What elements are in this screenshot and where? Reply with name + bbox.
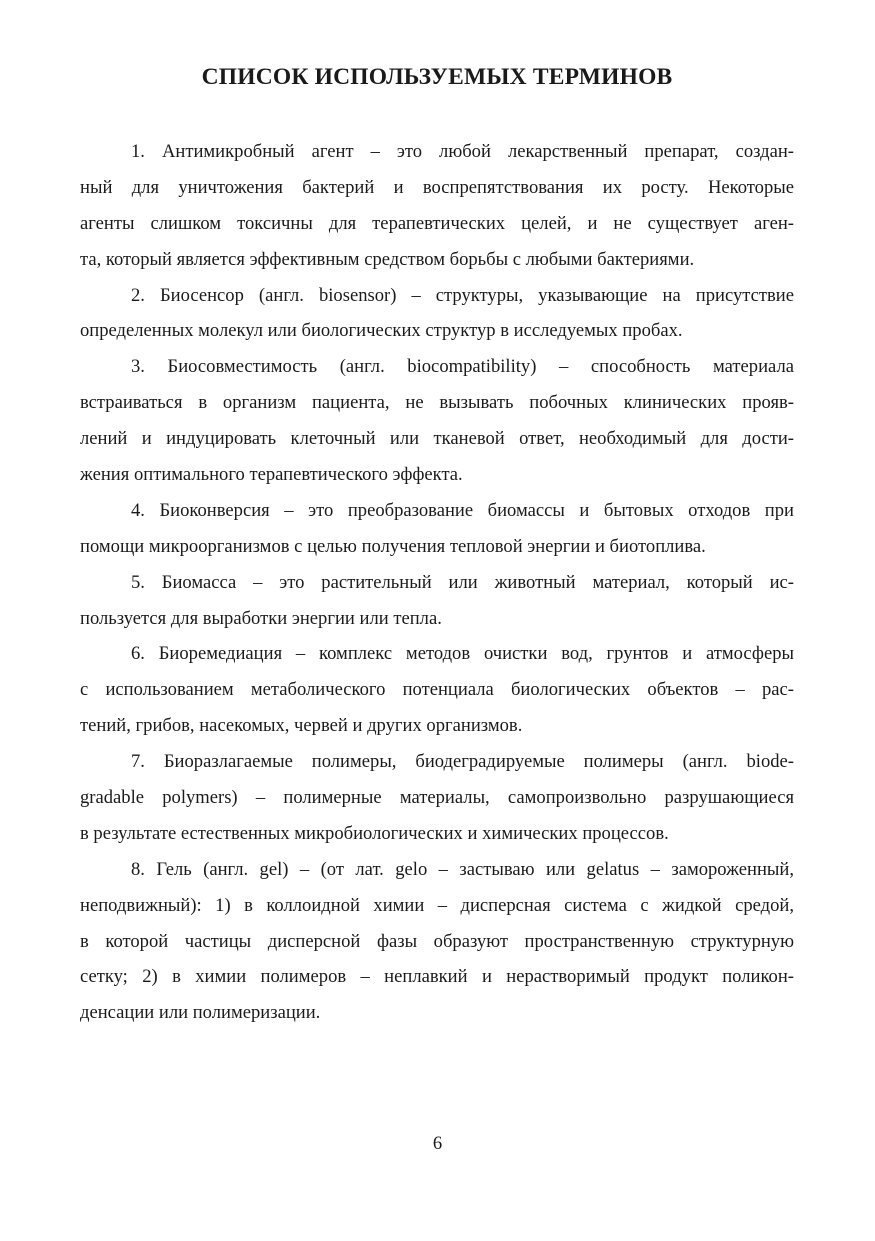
page-title: СПИСОК ИСПОЛЬЗУЕМЫХ ТЕРМИНОВ <box>201 64 673 90</box>
term-line: 6. Биоремедиация – комплекс методов очистки вод, грунтов и атмосферы <box>131 643 794 665</box>
term-line: та, который является эффективным средством борьбы с любыми бактериями. <box>80 248 695 270</box>
term-line: 7. Биоразлагаемые полимеры, биодеградируемые полимеры (англ. biode- <box>131 751 794 773</box>
term-6 <box>80 636 794 744</box>
terms-list <box>80 134 794 1031</box>
term-line: 3. Биосовместимость (англ. biocompatibility) – способность материала <box>131 356 794 378</box>
term-line: жения оптимального терапевтического эффекта. <box>80 464 463 486</box>
term-line: gradable polymers) – полимерные материалы, самопроизвольно разрушающиеся <box>80 787 794 809</box>
term-line: в которой частицы дисперсной фазы образуют пространственную структурную <box>80 930 794 952</box>
term-line: пользуется для выработки энергии или тепла. <box>80 607 442 629</box>
term-3 <box>80 349 794 493</box>
term-line: с использованием метаболического потенциала биологических объектов – рас- <box>80 679 794 701</box>
term-line: в результате естественных микробиологических и химических процессов. <box>80 822 669 844</box>
page-number: 6 <box>432 1133 443 1154</box>
term-line: встраиваться в организм пациента, не вызывать побочных клинических прояв- <box>80 392 794 414</box>
term-line: неподвижный): 1) в коллоидной химии – дисперсная система с жидкой средой, <box>80 894 794 916</box>
term-line: 4. Биоконверсия – это преобразование биомассы и бытовых отходов при <box>131 499 794 521</box>
term-line: определенных молекул или биологических структур в исследуемых пробах. <box>80 320 683 342</box>
term-line: тений, грибов, насекомых, червей и других организмов. <box>80 715 523 737</box>
term-line: лений и индуцировать клеточный или тканевой ответ, необходимый для дости- <box>80 428 794 450</box>
term-line: ный для уничтожения бактерий и воспрепятствования их росту. Некоторые <box>80 176 794 198</box>
term-1 <box>80 134 794 278</box>
term-line: агенты слишком токсичны для терапевтических целей, и не существует аген- <box>80 212 794 234</box>
term-2 <box>80 278 794 350</box>
term-line: 8. Гель (англ. gel) – (от лат. gelo – застываю или gelatus – замороженный, <box>131 858 794 880</box>
term-line: 1. Антимикробный агент – это любой лекарственный препарат, создан- <box>131 141 794 162</box>
term-line: сетку; 2) в химии полимеров – неплавкий и нерастворимый продукт поликон- <box>80 966 794 988</box>
term-line: 5. Биомасса – это растительный или животный материал, который ис- <box>131 571 794 593</box>
term-4 <box>80 493 794 565</box>
term-8 <box>80 852 794 1031</box>
term-7 <box>80 744 794 852</box>
term-line: денсации или полимеризации. <box>80 1002 321 1024</box>
term-line: 2. Биосенсор (англ. biosensor) – структуры, указывающие на присутствие <box>131 284 794 306</box>
term-line: помощи микроорганизмов с целью получения тепловой энергии и биотоплива. <box>80 535 706 557</box>
term-5 <box>80 565 794 637</box>
